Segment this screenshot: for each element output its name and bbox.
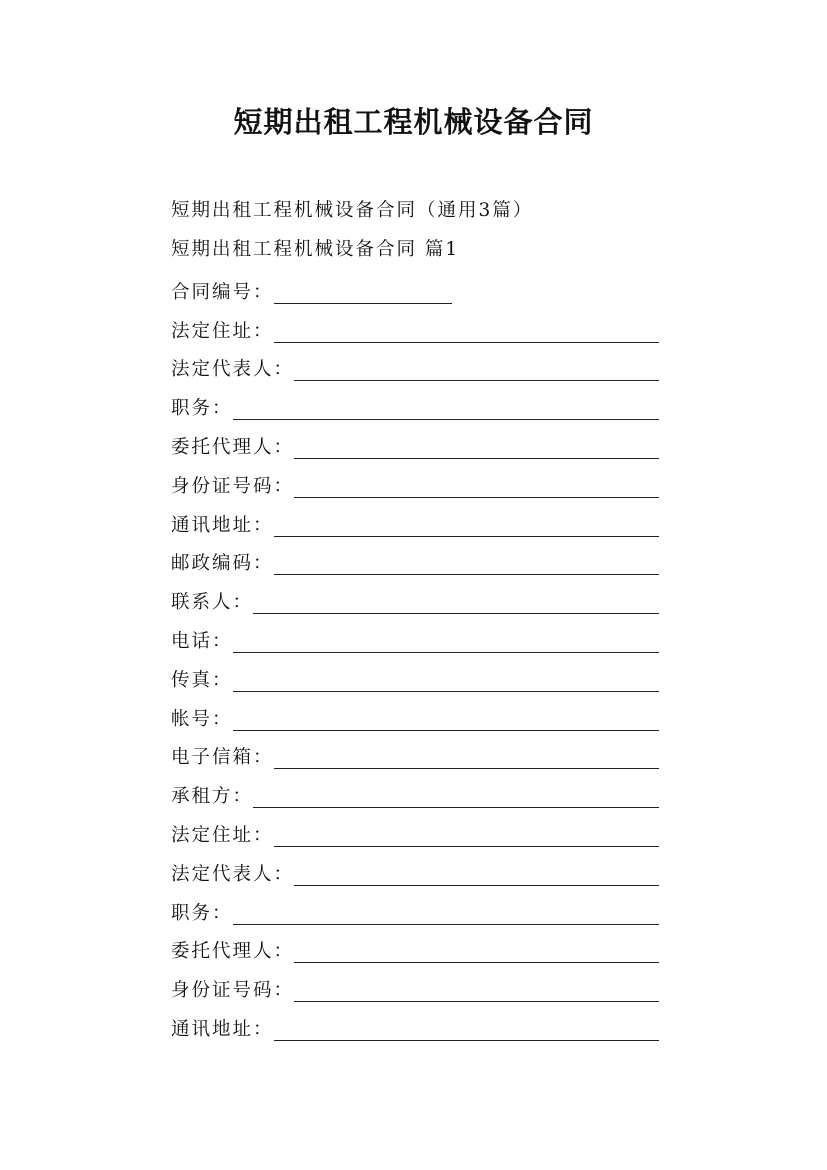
form-field-row bbox=[171, 895, 659, 934]
field-label: 传真： bbox=[171, 669, 233, 691]
intro-heading: 短期出租工程机械设备合同（通用3篇） bbox=[171, 200, 534, 221]
form-field-row bbox=[171, 274, 659, 313]
form-field-row bbox=[171, 934, 659, 973]
blank-fill-line bbox=[274, 517, 659, 537]
field-label: 身份证号码： bbox=[171, 475, 295, 497]
blank-fill-line bbox=[274, 323, 659, 343]
field-label: 法定代表人： bbox=[171, 863, 295, 885]
blank-fill-line bbox=[294, 478, 659, 498]
blank-fill-line bbox=[274, 749, 659, 769]
blank-fill-line bbox=[294, 982, 659, 1002]
form-field-row bbox=[171, 972, 659, 1011]
blank-fill-line bbox=[294, 361, 659, 381]
blank-fill-line bbox=[274, 555, 659, 575]
blank-fill-line bbox=[253, 788, 659, 808]
form-field-row bbox=[171, 1011, 659, 1050]
field-label: 合同编号： bbox=[171, 281, 274, 303]
form-field-row bbox=[171, 623, 659, 662]
form-field-row bbox=[171, 546, 659, 585]
field-label: 邮政编码： bbox=[171, 553, 274, 575]
blank-fill-line bbox=[274, 1021, 659, 1041]
form-field-row bbox=[171, 817, 659, 856]
form-field-row bbox=[171, 507, 659, 546]
blank-fill-line bbox=[233, 400, 659, 420]
form-field-row bbox=[171, 778, 659, 817]
field-label: 法定住址： bbox=[171, 320, 274, 342]
field-label: 帐号： bbox=[171, 708, 233, 730]
field-label: 联系人： bbox=[171, 592, 254, 614]
blank-fill-line bbox=[294, 439, 659, 459]
field-label: 委托代理人： bbox=[171, 941, 295, 963]
field-label: 法定代表人： bbox=[171, 359, 295, 381]
field-label: 电话： bbox=[171, 630, 233, 652]
form-field-list bbox=[171, 274, 659, 1050]
document-title: 短期出租工程机械设备合同 bbox=[233, 105, 594, 139]
form-field-row bbox=[171, 313, 659, 352]
blank-fill-line bbox=[233, 633, 659, 653]
field-label: 身份证号码： bbox=[171, 980, 295, 1002]
blank-fill-line bbox=[274, 284, 452, 304]
blank-fill-line bbox=[253, 594, 659, 614]
form-field-row bbox=[171, 856, 659, 895]
form-field-row bbox=[171, 740, 659, 779]
field-label: 职务： bbox=[171, 902, 233, 924]
blank-fill-line bbox=[294, 943, 659, 963]
field-label: 通讯地址： bbox=[171, 1018, 274, 1040]
field-label: 通讯地址： bbox=[171, 514, 274, 536]
form-field-row bbox=[171, 390, 659, 429]
field-label: 委托代理人： bbox=[171, 436, 295, 458]
form-field-row bbox=[171, 352, 659, 391]
field-label: 承租方： bbox=[171, 786, 254, 808]
field-label: 法定住址： bbox=[171, 824, 274, 846]
form-field-row bbox=[171, 662, 659, 701]
field-label: 电子信箱： bbox=[171, 747, 274, 769]
blank-fill-line bbox=[233, 711, 659, 731]
blank-fill-line bbox=[294, 866, 659, 886]
form-field-row bbox=[171, 584, 659, 623]
form-field-row bbox=[171, 468, 659, 507]
blank-fill-line bbox=[274, 827, 659, 847]
field-label: 职务： bbox=[171, 398, 233, 420]
blank-fill-line bbox=[233, 672, 659, 692]
form-field-row bbox=[171, 701, 659, 740]
form-field-row bbox=[171, 429, 659, 468]
section-heading: 短期出租工程机械设备合同 篇1 bbox=[171, 239, 460, 260]
blank-fill-line bbox=[233, 905, 659, 925]
